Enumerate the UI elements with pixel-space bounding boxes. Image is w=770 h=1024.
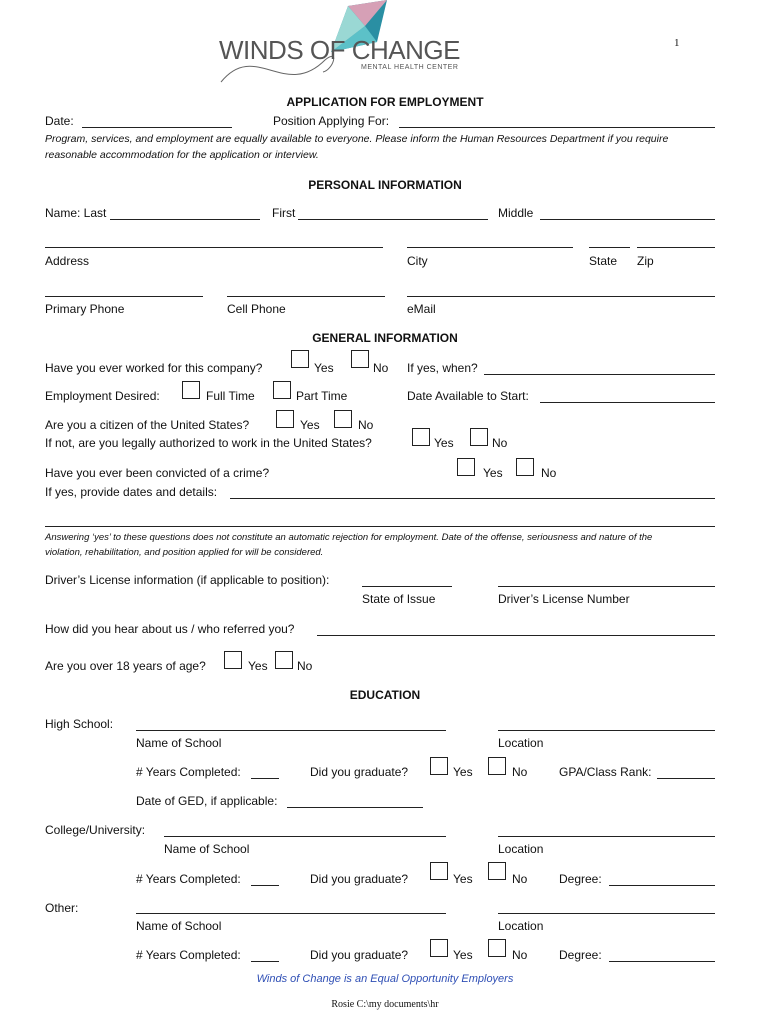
first-name-label: First: [272, 206, 296, 220]
college-years-label: # Years Completed:: [136, 872, 241, 886]
citizen-no-checkbox[interactable]: [334, 410, 352, 428]
college-graduate-label: Did you graduate?: [310, 872, 409, 886]
full-time-label: Full Time: [206, 389, 255, 403]
other-graduate-label: Did you graduate?: [310, 948, 409, 962]
citizen-question: Are you a citizen of the United States?: [45, 418, 250, 432]
cell-phone-field[interactable]: [227, 296, 385, 297]
license-question: Driver’s License information (if applicable to position):: [45, 573, 330, 587]
college-location-label: Location: [498, 842, 544, 856]
position-field[interactable]: [399, 127, 715, 128]
form-title: APPLICATION FOR EMPLOYMENT: [286, 95, 484, 109]
date-field[interactable]: [82, 127, 232, 128]
hs-years-field[interactable]: [251, 778, 279, 779]
state-of-issue-label: State of Issue: [362, 592, 436, 606]
date-label: Date:: [45, 114, 74, 128]
part-time-label: Part Time: [296, 389, 348, 403]
convicted-question: Have you ever been convicted of a crime?: [45, 466, 270, 480]
college-name-field[interactable]: [164, 836, 446, 837]
college-name-of-school-label: Name of School: [164, 842, 250, 856]
general-heading: GENERAL INFORMATION: [312, 331, 458, 345]
over18-yes-checkbox[interactable]: [224, 651, 242, 669]
other-graduate-no-checkbox[interactable]: [488, 939, 506, 957]
primary-phone-label: Primary Phone: [45, 302, 125, 316]
gpa-label: GPA/Class Rank:: [559, 765, 652, 779]
high-school-name-field[interactable]: [136, 730, 446, 731]
license-number-field[interactable]: [498, 586, 715, 587]
other-location-label: Location: [498, 919, 544, 933]
disclaimer-line-2: violation, rehabilitation, and position applied for will be considered.: [45, 547, 324, 558]
logo-text: WINDS OF CHANGE: [219, 35, 460, 65]
address-label: Address: [45, 254, 90, 268]
citizen-yes-checkbox[interactable]: [276, 410, 294, 428]
state-label: State: [589, 254, 618, 268]
other-degree-label: Degree:: [559, 948, 602, 962]
citizen-yes-label: Yes: [300, 418, 320, 432]
details-label: If yes, provide dates and details:: [45, 485, 218, 499]
worked-question: Have you ever worked for this company?: [45, 361, 263, 375]
worked-yes-checkbox[interactable]: [291, 350, 309, 368]
hs-location-label: Location: [498, 736, 544, 750]
hear-question: How did you hear about us / who referred you?: [45, 622, 295, 636]
over18-question: Are you over 18 years of age?: [45, 659, 206, 673]
college-degree-label: Degree:: [559, 872, 602, 886]
name-last-label: Name: Last: [45, 206, 107, 220]
eoe-statement: Winds of Change is an Equal Opportunity Employers: [256, 973, 514, 985]
middle-name-field[interactable]: [540, 219, 715, 220]
college-graduate-yes-label: Yes: [453, 872, 473, 886]
notice-line-1: Program, services, and employment are equally available to everyone. Please inform the Human Resources Department if you require: [45, 133, 669, 145]
over18-no-checkbox[interactable]: [275, 651, 293, 669]
license-state-field[interactable]: [362, 586, 452, 587]
first-name-field[interactable]: [298, 219, 488, 220]
convicted-yes-label: Yes: [483, 466, 503, 480]
gpa-field[interactable]: [657, 778, 715, 779]
document-path: Rosie C:\my documents\hr: [331, 999, 439, 1010]
other-graduate-yes-label: Yes: [453, 948, 473, 962]
hs-graduate-yes-checkbox[interactable]: [430, 757, 448, 775]
over18-no-label: No: [297, 659, 313, 673]
convicted-no-checkbox[interactable]: [516, 458, 534, 476]
college-years-field[interactable]: [251, 885, 279, 886]
address-field[interactable]: [45, 247, 383, 248]
state-field[interactable]: [589, 247, 630, 248]
worked-no-checkbox[interactable]: [351, 350, 369, 368]
logo: [215, 0, 470, 88]
ged-field[interactable]: [287, 807, 423, 808]
hs-graduate-no-label: No: [512, 765, 528, 779]
details-field-2[interactable]: [45, 526, 715, 527]
other-years-field[interactable]: [251, 961, 279, 962]
college-location-field[interactable]: [498, 836, 715, 837]
citizen-no-label: No: [358, 418, 374, 432]
other-degree-field[interactable]: [609, 961, 715, 962]
ged-label: Date of GED, if applicable:: [136, 794, 278, 808]
convicted-yes-checkbox[interactable]: [457, 458, 475, 476]
education-heading: EDUCATION: [349, 688, 421, 702]
if-yes-when-field[interactable]: [484, 374, 715, 375]
email-field[interactable]: [407, 296, 715, 297]
other-location-field[interactable]: [498, 913, 715, 914]
other-name-of-school-label: Name of School: [136, 919, 222, 933]
zip-field[interactable]: [637, 247, 715, 248]
position-label: Position Applying For:: [273, 114, 390, 128]
authorized-no-checkbox[interactable]: [470, 428, 488, 446]
worked-yes-label: Yes: [314, 361, 334, 375]
over18-yes-label: Yes: [248, 659, 268, 673]
hs-name-of-school-label: Name of School: [136, 736, 222, 750]
college-graduate-no-checkbox[interactable]: [488, 862, 506, 880]
employment-desired-label: Employment Desired:: [45, 389, 160, 403]
logo-subtitle: MENTAL HEALTH CENTER: [361, 64, 459, 71]
notice-line-2: reasonable accommodation for the application or interview.: [45, 149, 319, 161]
hs-graduate-no-checkbox[interactable]: [488, 757, 506, 775]
middle-name-label: Middle: [498, 206, 534, 220]
hs-years-label: # Years Completed:: [136, 765, 241, 779]
license-number-label: Driver’s License Number: [498, 592, 630, 606]
college-graduate-yes-checkbox[interactable]: [430, 862, 448, 880]
convicted-no-label: No: [541, 466, 557, 480]
zip-label: Zip: [637, 254, 654, 268]
authorized-question: If not, are you legally authorized to work in the United States?: [45, 436, 372, 450]
hs-graduate-yes-label: Yes: [453, 765, 473, 779]
other-graduate-yes-checkbox[interactable]: [430, 939, 448, 957]
authorized-no-label: No: [492, 436, 508, 450]
last-name-field[interactable]: [110, 219, 260, 220]
city-label: City: [407, 254, 428, 268]
authorized-yes-checkbox[interactable]: [412, 428, 430, 446]
other-label: Other:: [45, 901, 79, 915]
if-yes-when-label: If yes, when?: [407, 361, 478, 375]
email-label: eMail: [407, 302, 436, 316]
referral-field[interactable]: [317, 635, 715, 636]
date-available-field[interactable]: [540, 402, 715, 403]
college-degree-field[interactable]: [609, 885, 715, 886]
details-field-1[interactable]: [230, 498, 715, 499]
college-graduate-no-label: No: [512, 872, 528, 886]
high-school-label: High School:: [45, 717, 114, 731]
other-name-field[interactable]: [136, 913, 446, 914]
personal-heading: PERSONAL INFORMATION: [308, 178, 462, 192]
city-field[interactable]: [407, 247, 573, 248]
page-number: 1: [674, 37, 680, 49]
date-available-label: Date Available to Start:: [407, 389, 529, 403]
other-graduate-no-label: No: [512, 948, 528, 962]
disclaimer-line-1: Answering ‘yes’ to these questions does not constitute an automatic rejection for employment. Date of the offense, seriousness and nature of the: [45, 532, 653, 543]
authorized-yes-label: Yes: [434, 436, 454, 450]
college-label: College/University:: [45, 823, 146, 837]
high-school-location-field[interactable]: [498, 730, 715, 731]
part-time-checkbox[interactable]: [273, 381, 291, 399]
worked-no-label: No: [373, 361, 389, 375]
full-time-checkbox[interactable]: [182, 381, 200, 399]
hs-graduate-label: Did you graduate?: [310, 765, 409, 779]
primary-phone-field[interactable]: [45, 296, 203, 297]
cell-phone-label: Cell Phone: [227, 302, 286, 316]
other-years-label: # Years Completed:: [136, 948, 241, 962]
